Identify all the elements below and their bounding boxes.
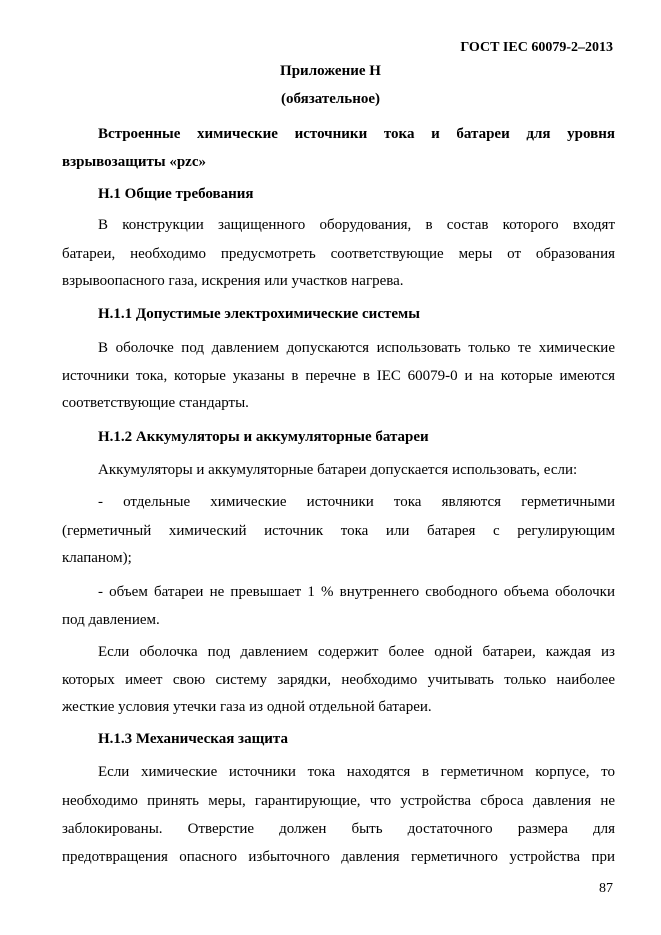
standard-header: ГОСТ IEC 60079-2–2013 [460, 40, 613, 55]
text-line: В оболочке под давлением допускаются использовать только те химические [98, 340, 615, 356]
text-line: Если оболочка под давлением содержит более одной батареи, каждая из [98, 644, 615, 660]
list-item-line: - отдельные химические источники тока являются герметичными [98, 494, 615, 510]
text-line: взрывоопасного газа, искрения или участков нагрева. [62, 273, 404, 289]
section-heading-h1: Н.1 Общие требования [98, 186, 254, 202]
main-heading-line-1: Встроенные химические источники тока и батареи для уровня [98, 126, 615, 142]
section-heading-h1-1: Н.1.1 Допустимые электрохимические системы [98, 306, 420, 322]
appendix-title: Приложение H [280, 63, 381, 79]
appendix-status: (обязательное) [280, 91, 381, 107]
text-line: жесткие условия утечки газа из одной отдельной батареи. [62, 699, 432, 715]
text-line: источники тока, которые указаны в перечне в IEC 60079-0 и на которые имеются [62, 368, 615, 384]
text-line: батареи, необходимо предусмотреть соответствующие меры от образования [62, 246, 615, 262]
section-heading-h1-2: Н.1.2 Аккумуляторы и аккумуляторные батареи [98, 429, 429, 445]
text-line: необходимо принять меры, гарантирующие, что устройства сброса давления не [62, 793, 615, 809]
list-item-line: (герметичный химический источник тока или батарея с регулирующим [62, 523, 615, 539]
text-line: Аккумуляторы и аккумуляторные батареи допускается использовать, если: [98, 462, 578, 478]
main-heading-line-2: взрывозащиты «pzc» [62, 154, 207, 170]
text-line: Если химические источники тока находятся в герметичном корпусе, то [98, 764, 615, 780]
text-line: которых имеет свою систему зарядки, необходимо учитывать только наиболее [62, 672, 615, 688]
list-item-line: - объем батареи не превышает 1 % внутреннего свободного объема оболочки [98, 584, 615, 600]
section-heading-h1-3: Н.1.3 Механическая защита [98, 731, 288, 747]
text-line: предотвращения опасного избыточного давления герметичного устройства при [62, 849, 615, 865]
list-item-line: под давлением. [62, 612, 160, 628]
text-line: заблокированы. Отверстие должен быть достаточного размера для [62, 821, 615, 837]
list-item-line: клапаном); [62, 550, 132, 566]
text-line: соответствующие стандарты. [62, 395, 249, 411]
page-number: 87 [599, 881, 613, 896]
text-line: В конструкции защищенного оборудования, в состав которого входят [98, 217, 615, 233]
